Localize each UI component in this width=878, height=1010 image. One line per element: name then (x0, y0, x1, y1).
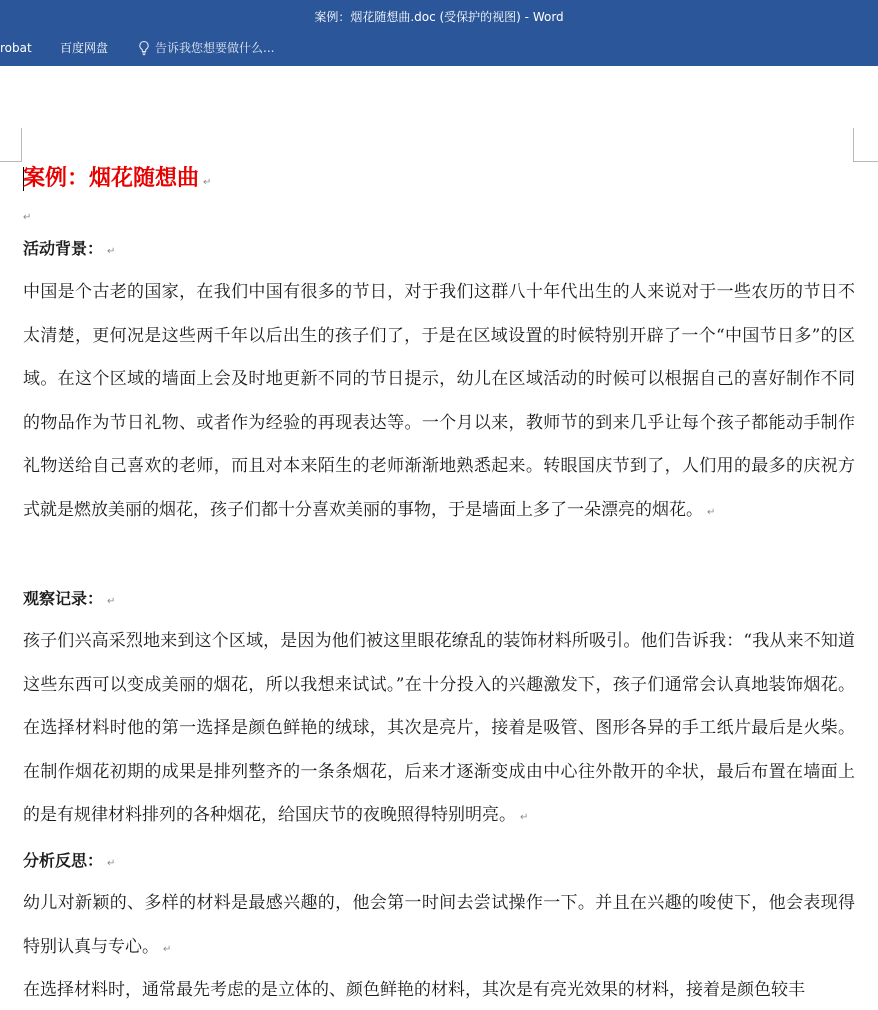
paragraph-mark: ↵ (707, 506, 716, 518)
paragraph-reflection-1-text: 幼儿对新颖的、多样的材料是最感兴趣的，他会第一时间去尝试操作一下。并且在兴趣的唆使下，他会表现得特别认真与专心。 (23, 893, 855, 957)
tell-me-placeholder: 告诉我您想要做什么... (155, 41, 275, 55)
paragraph-reflection-2-text: 在选择材料时，通常最先考虑的是立体的、颜色鲜艳的材料，其次是有亮光效果的材料，接着是颜色较丰 (23, 980, 805, 1000)
crop-mark-top-right-h (853, 161, 878, 162)
title-bar (0, 0, 878, 32)
heading-reflection-text: 分析反思： (23, 851, 104, 870)
document-title[interactable] (23, 163, 211, 198)
crop-mark-top-right (853, 128, 854, 162)
ribbon-tab-bar (0, 32, 878, 66)
tell-me-search[interactable] (137, 38, 274, 58)
document-title-text: 案例：烟花随想曲 (23, 165, 200, 191)
paragraph-mark: ↵ (23, 212, 32, 223)
paragraph-observation-text: 孩子们兴高采烈地来到这个区域，是因为他们被这里眼花缭乱的装饰材料所吸引。他们告诉我：“我从来不知道这些东西可以变成美丽的烟花，所以我想来试试。”在十分投入的兴趣激发下，孩子们通常会认真地装饰烟花。在选择材料时他的第一选择是颜色鲜艳的绒球，其次是亮片，接着是吸管、图形各异的手工纸片最后是火柴。在制作烟花初期的成果是排列整齐的一条条烟花，后来才逐渐变成由中心往外散开的伞状，最后布置在墙面上的是有规律材料排列的各种烟花，给国庆节的夜晚照得特别明亮。 (23, 631, 855, 826)
crop-mark-top-left-h (0, 161, 22, 162)
heading-observation-text: 观察记录： (23, 589, 104, 608)
crop-mark-top-left (21, 128, 22, 162)
paragraph-mark: ↵ (107, 858, 116, 869)
heading-observation[interactable] (23, 588, 115, 613)
heading-reflection[interactable] (23, 850, 115, 875)
heading-background[interactable] (23, 238, 115, 263)
lightbulb-icon (137, 40, 151, 56)
paragraph-mark: ↵ (520, 812, 529, 824)
empty-paragraph[interactable] (23, 206, 31, 227)
window-title: 案例：烟花随想曲.doc (受保护的视图) - Word (314, 9, 564, 24)
paragraph-mark: ↵ (163, 943, 172, 955)
document-canvas[interactable] (0, 66, 878, 1010)
paragraph-reflection-1[interactable] (23, 882, 855, 971)
paragraph-mark: ↵ (107, 246, 116, 257)
tab-baidu-netdisk[interactable]: 百度网盘 (60, 41, 109, 55)
tab-acrobat[interactable]: robat (0, 41, 32, 55)
paragraph-background-text: 中国是个古老的国家，在我们中国有很多的节日，对于我们这群八十年代出生的人来说对于一些农历的节日不太清楚，更何况是这些两千年以后出生的孩子们了，于是在区域设置的时候特别开辟了一个“中国节日多”的区域。在这个区域的墙面上会及时地更新不同的节日提示，幼儿在区域活动的时候可以根据自己的喜好制作不同的物品作为节日礼物、或者作为经验的再现表达等。一个月以来，教师节的到来几乎让每个孩子都能动手制作礼物送给自己喜欢的老师，而且对本来陌生的老师渐渐地熟悉起来。转眼国庆节到了，人们用的最多的庆祝方式就是燃放美丽的烟花，孩子们都十分喜欢美丽的事物，于是墙面上多了一朵漂亮的烟花。 (23, 282, 855, 520)
paragraph-observation[interactable] (23, 620, 855, 840)
paragraph-background[interactable] (23, 271, 855, 535)
heading-background-text: 活动背景： (23, 239, 104, 258)
paragraph-mark: ↵ (203, 177, 212, 188)
paragraph-reflection-2[interactable] (23, 969, 855, 1010)
paragraph-mark: ↵ (107, 596, 116, 607)
